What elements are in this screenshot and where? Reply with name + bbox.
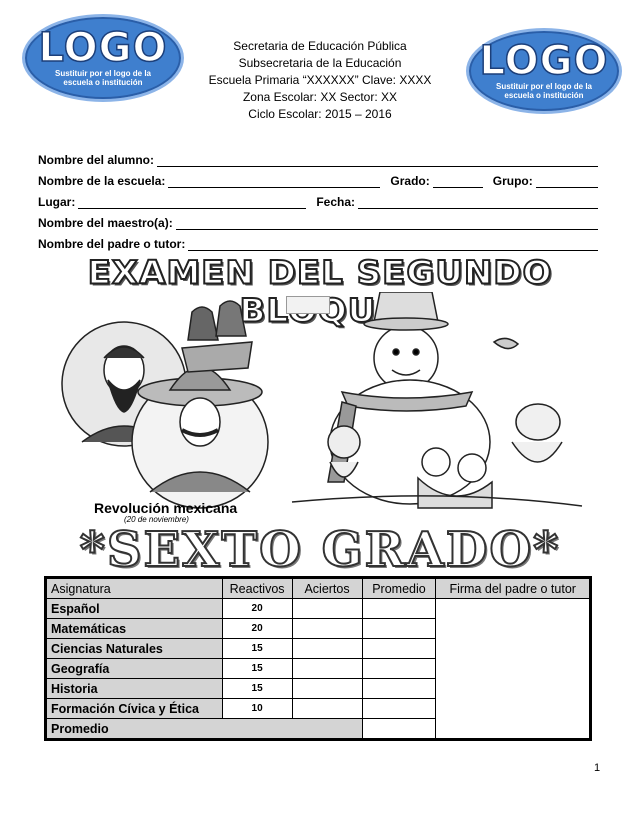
form-row-lugar [38,188,598,209]
exam-title: EXAMEN DEL SEGUNDO [87,254,553,292]
header-promedio: Promedio [362,579,436,599]
alumno-label: Nombre del alumno: [38,153,155,167]
aciertos-cell[interactable] [292,679,362,699]
table-row [47,599,590,619]
snowman-hat-brim [364,318,448,330]
grupo-label: Grupo: [492,174,533,188]
escuela-label: Nombre de la escuela: [38,174,166,188]
aciertos-cell[interactable] [292,659,362,679]
padre-field[interactable] [188,238,598,251]
grado-label: Grado: [390,174,430,188]
reactivos-cell: 15 [222,639,292,659]
dog-head [516,404,560,440]
logo-subtitle-line1: Sustituir por el logo de la [495,82,592,91]
rider-1 [188,307,218,340]
promedio-total-cell[interactable] [362,719,436,739]
escuela-field[interactable] [168,175,380,188]
header-aciertos: Aciertos [292,579,362,599]
fecha-label: Fecha: [316,195,356,209]
dog-body [512,442,562,462]
firma-cell[interactable] [436,599,590,739]
cat-head [328,426,360,458]
subject-cell: Geografía [47,659,223,679]
subject-cell: Formación Cívica y Ética [47,699,223,719]
header-line-2: Subsecretaria de la Educación [238,56,402,70]
aciertos-cell[interactable] [292,599,362,619]
header-line-4: Zona Escolar: XX Sector: XX [242,90,398,104]
header-line-5: Ciclo Escolar: 2015 – 2016 [248,107,392,121]
form-row-padre [38,230,598,251]
kid-2-head [458,454,486,482]
table-header-row [47,579,590,599]
promedio-cell[interactable] [362,679,436,699]
reactivos-cell: 10 [222,699,292,719]
lugar-label: Lugar: [38,195,76,209]
maestro-label: Nombre del maestro(a): [38,216,173,230]
rider-2 [216,301,246,336]
promedio-cell[interactable] [362,659,436,679]
reactivos-cell: 15 [222,659,292,679]
reactivos-cell: 20 [222,619,292,639]
subject-cell: Ciencias Naturales [47,639,223,659]
small-label-box [286,296,330,314]
kid-1-head [422,448,450,476]
subject-cell: Historia [47,679,223,699]
reactivos-cell: 15 [222,679,292,699]
school-logo-right [466,28,622,114]
logo-word: LOGO [479,38,609,84]
promedio-cell[interactable] [362,639,436,659]
header-line-1: Secretaria de Educación Pública [233,39,407,53]
grado-field[interactable] [433,175,483,188]
promedio-cell[interactable] [362,699,436,719]
promedio-cell[interactable] [362,619,436,639]
header-firma: Firma del padre o tutor [436,579,590,599]
student-info-form [38,146,598,251]
illustration-caption-sub: (20 de noviembre) [124,515,189,524]
form-row-alumno [38,146,598,167]
form-row-maestro [38,209,598,230]
subject-cell: Matemáticas [47,619,223,639]
alumno-field[interactable] [157,154,598,167]
logo-word: LOGO [38,25,168,71]
revolution-winter-illustration [42,292,602,524]
header-line-3: Escuela Primaria “XXXXXX” Clave: XXXX [208,73,432,87]
grupo-field[interactable] [536,175,598,188]
fecha-field[interactable] [358,196,598,209]
promedio-cell[interactable] [362,599,436,619]
lugar-field[interactable] [78,196,306,209]
snowman-eye-left [393,349,399,355]
logo-subtitle-line2: escuela o institución [504,91,584,100]
zapata-face [180,398,220,446]
bird [494,338,518,348]
document-header [180,38,460,123]
maestro-field[interactable] [176,217,598,230]
promedio-footer-label: Promedio [47,719,363,739]
reactivos-cell: 20 [222,599,292,619]
header-reactivos: Reactivos [222,579,292,599]
logo-subtitle-line2: escuela o institución [63,78,143,87]
aciertos-cell[interactable] [292,639,362,659]
aciertos-cell[interactable] [292,619,362,639]
grade-title: *SEXTO GRADO* [79,522,561,578]
horses [182,342,252,372]
padre-label: Nombre del padre o tutor: [38,237,186,251]
snowman-eye-right [413,349,419,355]
school-logo-left [22,14,184,102]
illustration-caption: Revolución mexicana [94,500,238,516]
logo-subtitle [496,82,592,100]
grades-table [46,578,590,739]
logo-subtitle [55,69,151,87]
header-asignatura: Asignatura [47,579,223,599]
aciertos-cell[interactable] [292,699,362,719]
subject-cell: Español [47,599,223,619]
page-number: 1 [594,762,601,774]
logo-subtitle-line1: Sustituir por el logo de la [54,69,151,78]
form-row-escuela [38,167,598,188]
